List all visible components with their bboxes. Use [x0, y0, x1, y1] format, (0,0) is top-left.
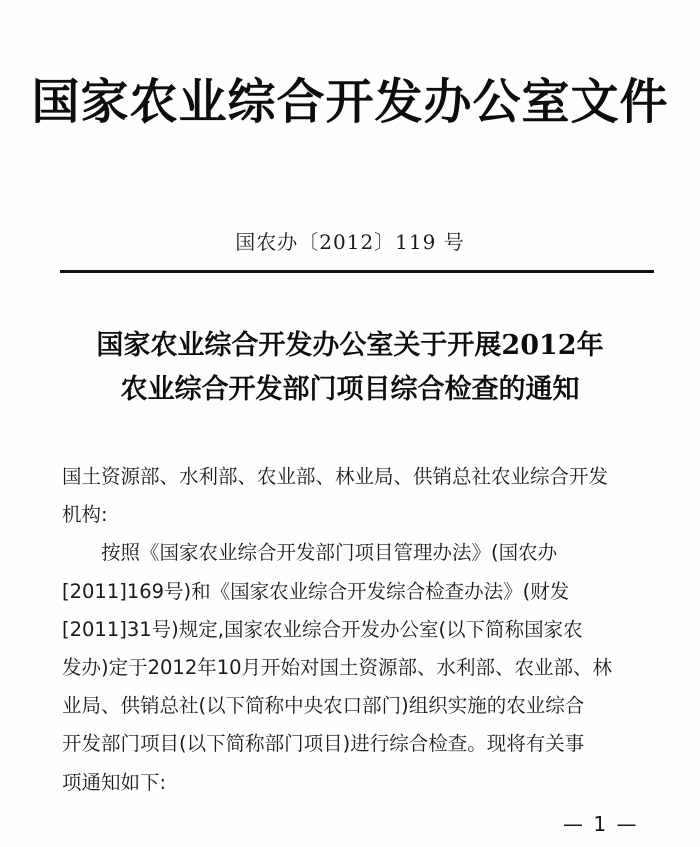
paragraph-line: [2011]31号)规定,国家农业综合开发办公室(以下简称国家农 [62, 617, 583, 641]
paragraph-line: 项通知如下: [62, 770, 167, 794]
notice-body [62, 458, 662, 802]
paragraph-line: 开发部门项目(以下简称部门项目)进行综合检查。现将有关事 [62, 732, 585, 756]
recipients [62, 458, 662, 534]
notice-title [0, 324, 700, 412]
recipients-line: 机构: [62, 503, 108, 527]
body-paragraph [62, 534, 662, 801]
document-header-title: 国家农业综合开发办公室文件 [31, 74, 669, 130]
document-number: 国农办〔2012〕119 号 [235, 230, 465, 254]
paragraph-line: [2011]169号)和《国家农业综合开发综合检查办法》(财发 [62, 579, 570, 603]
recipients-line: 国土资源部、水利部、农业部、林业局、供销总社农业综合开发 [62, 465, 609, 488]
page-number: — 1 — [563, 812, 639, 836]
paragraph-line: 业局、供销总社(以下简称中央农口部门)组织实施的农业综合 [62, 694, 585, 718]
notice-title-line: 农业综合开发部门项目综合检查的通知 [120, 374, 580, 405]
paragraph-line: 发办)定于2012年10月开始对国土资源部、水利部、农业部、林 [62, 656, 613, 680]
notice-title-line: 国家农业综合开发办公室关于开展2012年 [96, 330, 604, 361]
paragraph-line: 按照《国家农业综合开发部门项目管理办法》(国农办 [101, 541, 558, 565]
header-divider-line [60, 270, 654, 273]
